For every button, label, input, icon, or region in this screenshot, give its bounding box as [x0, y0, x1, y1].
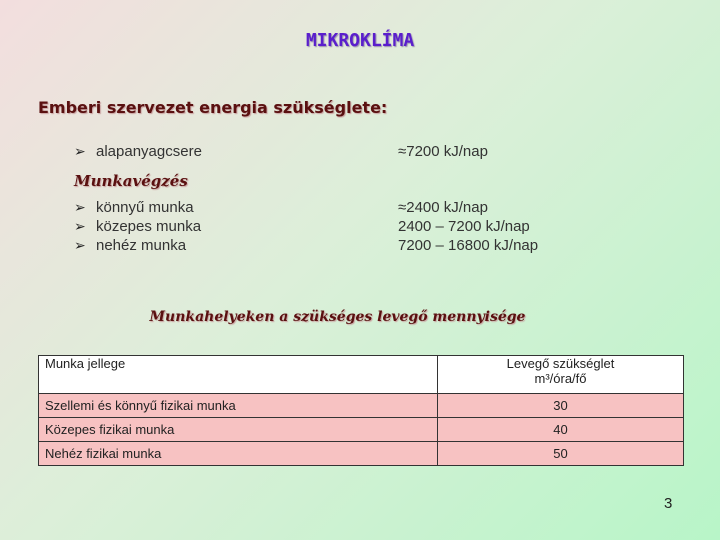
- arrow-right-icon: ➢: [74, 199, 86, 215]
- list-item-label: nehéz munka: [96, 237, 187, 254]
- list-item-value: ≈2400 kJ/nap: [398, 199, 488, 216]
- table-row: [39, 394, 684, 418]
- list-item: [74, 198, 194, 217]
- arrow-right-icon: ➢: [74, 218, 86, 234]
- arrow-right-icon: ➢: [74, 143, 86, 159]
- table-header-line: Levegő szükséglet: [506, 356, 615, 371]
- table-header-cell: Munka jellege: [39, 356, 438, 394]
- table-header-cell: [438, 356, 684, 394]
- list-item-label: közepes munka: [96, 218, 202, 235]
- list-item-value: ≈7200 kJ/nap: [398, 143, 488, 160]
- table-cell-value: 30: [438, 394, 684, 418]
- arrow-right-icon: ➢: [74, 237, 86, 253]
- table-header-row: [39, 356, 684, 394]
- list-item-label: könnyű munka: [96, 199, 194, 216]
- table-cell-label: Nehéz fizikai munka: [39, 442, 438, 466]
- table-cell-label: Szellemi és könnyű fizikai munka: [39, 394, 438, 418]
- list-item: [74, 217, 201, 236]
- table-row: [39, 442, 684, 466]
- page-title: MIKROKLÍMA: [305, 30, 415, 51]
- table-cell-value: 40: [438, 418, 684, 442]
- table-row: [39, 418, 684, 442]
- section-heading-air: Munkahelyeken a szükséges levegő mennyisége: [149, 309, 526, 325]
- section-heading-energy: Emberi szervezet energia szükséglete:: [38, 98, 388, 117]
- list-item-value: 2400 – 7200 kJ/nap: [398, 218, 530, 235]
- section-heading-work: Munkavégzés: [74, 172, 188, 190]
- table-cell-label: Közepes fizikai munka: [39, 418, 438, 442]
- list-item-value: 7200 – 16800 kJ/nap: [398, 237, 539, 254]
- table-header-line: m³/óra/fő: [534, 371, 587, 386]
- page-number: 3: [664, 495, 673, 512]
- list-item: [74, 236, 186, 255]
- list-item-label: alapanyagcsere: [96, 143, 202, 160]
- air-requirement-table: [38, 355, 684, 466]
- table-cell-value: 50: [438, 442, 684, 466]
- list-item: [74, 142, 202, 161]
